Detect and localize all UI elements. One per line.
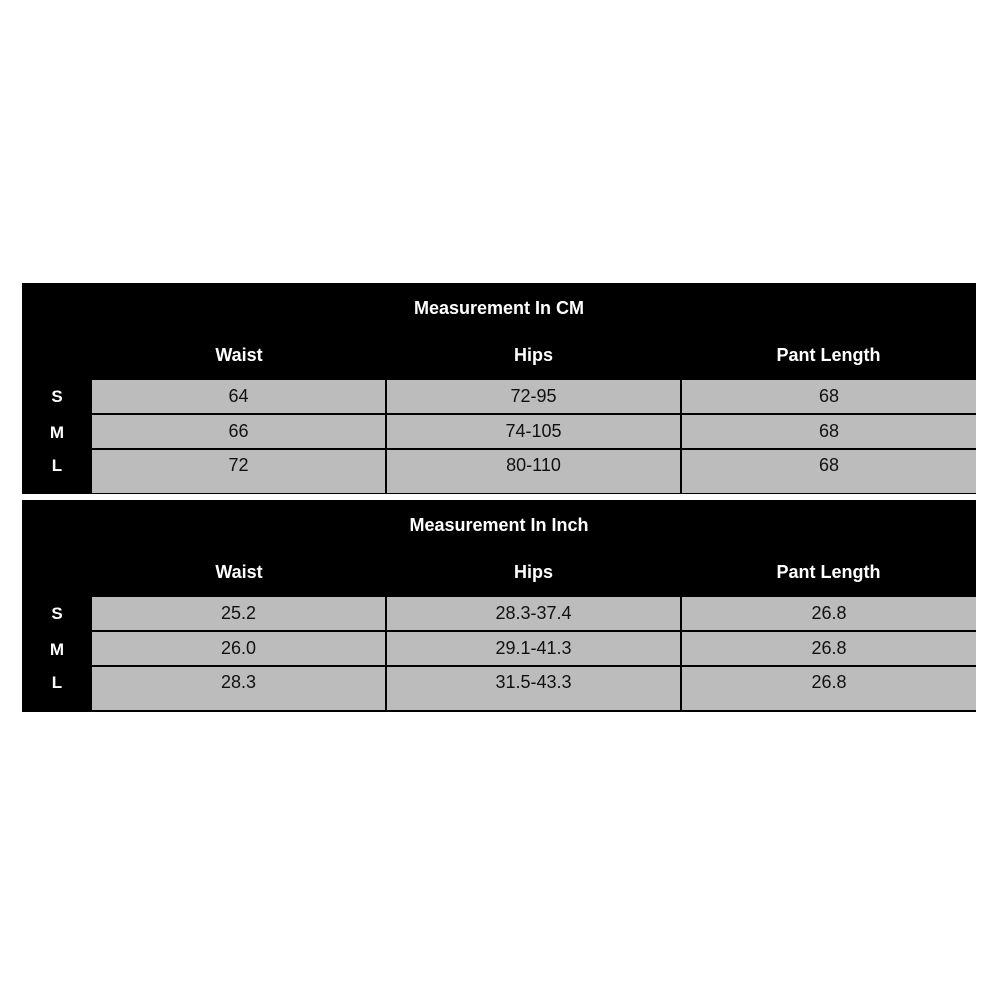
table-cell: 28.3 [92,667,385,710]
table-cell: 64 [92,380,385,413]
column-header-pant-length: Pant Length [776,345,881,365]
table-cell: 29.1-41.3 [387,632,680,665]
table-cell: 80-110 [387,450,680,493]
table-cell: 28.3-37.4 [387,597,680,630]
table-cell: 26.8 [682,597,976,630]
table-body [91,379,976,494]
column-header-waist: Waist [215,562,263,582]
table-cell: 25.2 [92,597,385,630]
table-cell: 26.8 [682,667,976,710]
row-label-size: S [51,387,63,406]
size-table-cm [22,283,976,494]
table-cell: 66 [92,415,385,448]
table-cell: 72-95 [387,380,680,413]
row-label-size: S [51,604,63,623]
table-cell: 74-105 [387,415,680,448]
row-label-size: M [49,423,65,442]
table-cell: 68 [682,380,976,413]
table-cell: 26.8 [682,632,976,665]
table-cell: 31.5-43.3 [387,667,680,710]
table-cell: 68 [682,450,976,493]
size-table-inch [22,500,976,712]
row-label-size: M [49,640,65,659]
table-cell: 68 [682,415,976,448]
table-body [91,596,976,711]
column-header-pant-length: Pant Length [776,562,881,582]
table-title: Measurement In Inch [409,515,589,535]
column-header-hips: Hips [513,562,553,582]
table-cell: 72 [92,450,385,493]
row-label-size: L [51,456,63,475]
column-header-waist: Waist [215,345,263,365]
table-title: Measurement In CM [413,298,585,318]
row-label-size: L [51,673,63,692]
table-cell: 26.0 [92,632,385,665]
column-header-hips: Hips [513,345,553,365]
